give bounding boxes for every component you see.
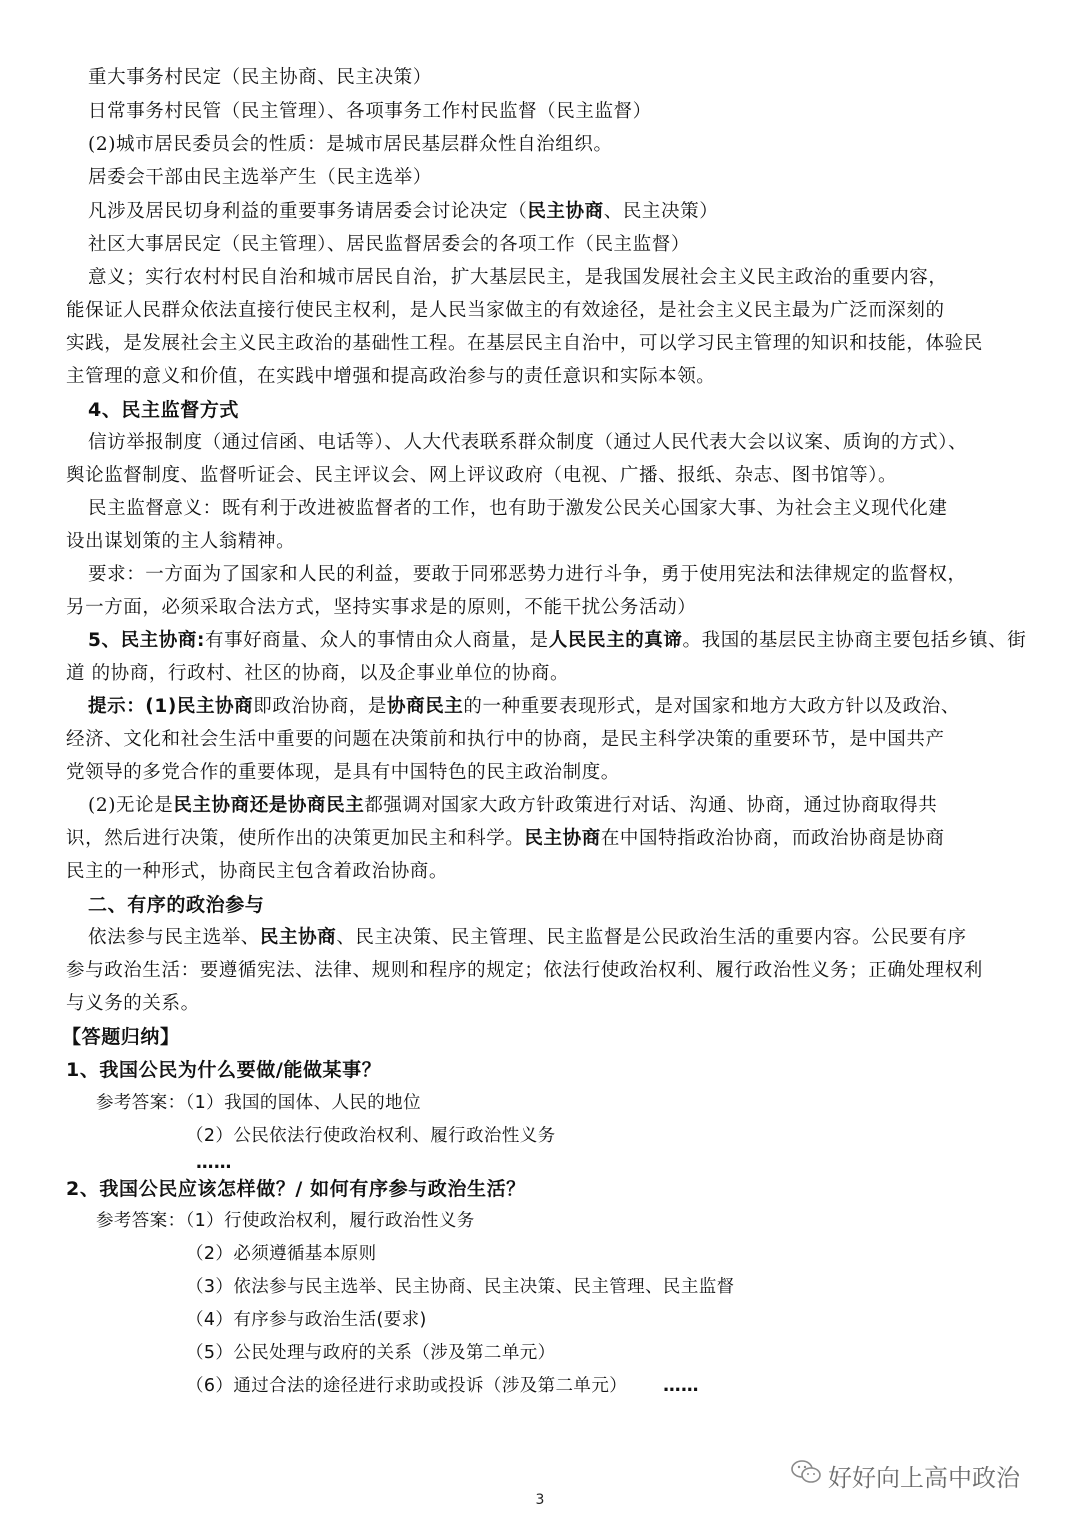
text-line: 提示：(1)民主协商即政治协商，是协商民主的一种重要表现形式，是对国家和地方大政方针以及政治、 [88, 696, 961, 717]
text-line: 居委会干部由民主选举产生（民主选举） [88, 167, 432, 188]
section-heading: 4、民主监督方式 [88, 399, 240, 421]
page-number: 3 [535, 1492, 545, 1508]
question-title: 1、我国公民为什么要做/能做某事？ [66, 1059, 382, 1081]
answer-line: 参考答案：（1）行使政治权利，履行政治性义务 [96, 1211, 475, 1231]
text-line: 重大事务村民定（民主协商、民主决策） [88, 67, 432, 88]
answer-label: 参考答案： [96, 1093, 186, 1113]
text-line: 经济、文化和社会生活中重要的问题在决策前和执行中的协商，是民主科学决策的重要环节，是中国共产 [66, 729, 945, 750]
text-line: 道 的协商，行政村、社区的协商，以及企事业单位的协商。 [66, 663, 570, 684]
text-line: 实践，是发展社会主义民主政治的基础性工程。在基层民主自治中，可以学习民主管理的知识和技能，体验民 [66, 333, 983, 354]
answer-ellipsis: …… [663, 1376, 699, 1396]
answer-line: 参考答案：（1）我国的国体、人民的地位 [96, 1093, 421, 1113]
text-line: 主管理的意义和价值，在实践中增强和提高政治参与的责任意识和实际本领。 [66, 366, 716, 387]
text-line: 设出谋划策的主人翁精神。 [66, 531, 296, 552]
text-line: 民主监督意义：既有利于改进被监督者的工作，也有助于激发公民关心国家大事、为社会主义现代化建 [88, 498, 948, 519]
text-line: (2)无论是民主协商还是协商民主都强调对国家大政方针政策进行对话、沟通、协商，通过协商取得共 [88, 795, 938, 816]
answer-line: （2）公民依法行使政治权利、履行政治性义务 [186, 1126, 556, 1146]
text-line: 民主的一种形式，协商民主包含着政治协商。 [66, 861, 449, 882]
text-line: 舆论监督制度、监督听证会、民主评议会、网上评议政府（电视、广播、报纸、杂志、图书馆等）。 [66, 465, 898, 486]
answer-line: （6）通过合法的途径进行求助或投诉（涉及第二单元） …… [186, 1376, 699, 1396]
wechat-icon [790, 1458, 822, 1492]
text-line: 5、民主协商:有事好商量、众人的事情由众人商量，是人民民主的真谛。我国的基层民主协商主要包括乡镇、街 [88, 630, 1027, 651]
tip-label: 提示：(1)民主协商 [88, 696, 254, 717]
watermark-text: 好好向上高中政治 [828, 1463, 1020, 1492]
answer-line: （2）必须遵循基本原则 [186, 1244, 377, 1264]
text-line: 依法参与民主选举、民主协商、民主决策、民主管理、民主监督是公民政治生活的重要内容。公民要有序 [88, 927, 967, 948]
text-line: 社区大事居民定（民主管理）、居民监督居委会的各项工作（民主监督） [88, 234, 690, 255]
text-line: 日常事务村民管（民主管理）、各项事务工作村民监督（民主监督） [88, 101, 652, 122]
answer-line: （5）公民处理与政府的关系（涉及第二单元） [186, 1343, 556, 1363]
text-line: 能保证人民群众依法直接行使民主权利，是人民当家做主的有效途径，是社会主义民主最为广泛而深刻的 [66, 300, 945, 321]
section-heading: 5、民主协商: [88, 630, 205, 651]
text-line: 信访举报制度（通过信函、电话等）、人大代表联系群众制度（通过人民代表大会以议案、质询的方式）、 [88, 432, 968, 453]
answer-label: 参考答案： [96, 1211, 186, 1231]
answer-line: （3）依法参与民主选举、民主协商、民主决策、民主管理、民主监督 [186, 1277, 735, 1297]
text-line: 另一方面，必须采取合法方式，坚持实事求是的原则，不能干扰公务活动） [66, 597, 697, 618]
text-line: 识，然后进行决策，使所作出的决策更加民主和科学。民主协商在中国特指政治协商，而政治协商是协商 [66, 828, 945, 849]
text-line: 意义；实行农村村民自治和城市居民自治，扩大基层民主，是我国发展社会主义民主政治的重要内容， [88, 267, 948, 288]
text-line: 与义务的关系。 [66, 993, 200, 1014]
question-title: 2、我国公民应该怎样做？/ 如何有序参与政治生活？ [66, 1178, 526, 1200]
answer-ellipsis: …… [196, 1153, 232, 1173]
answer-line: （4）有序参与政治生活(要求) [186, 1310, 427, 1330]
section-heading: 二、有序的政治参与 [88, 894, 265, 916]
watermark [790, 1455, 1020, 1495]
text-line: 凡涉及居民切身利益的重要事务请居委会讨论决定（民主协商、民主决策） [88, 201, 719, 222]
text-line: (2)城市居民委员会的性质：是城市居民基层群众性自治组织。 [88, 134, 613, 155]
summary-heading: 【答题归纳】 [62, 1026, 180, 1048]
text-line: 要求：一方面为了国家和人民的利益，要敢于同邪恶势力进行斗争，勇于使用宪法和法律规定的监督权， [88, 564, 967, 585]
text-line: 参与政治生活：要遵循宪法、法律、规则和程序的规定；依法行使政治权利、履行政治性义务；正确处理权利 [66, 960, 983, 981]
text-line: 党领导的多党合作的重要体现，是具有中国特色的民主政治制度。 [66, 762, 620, 783]
